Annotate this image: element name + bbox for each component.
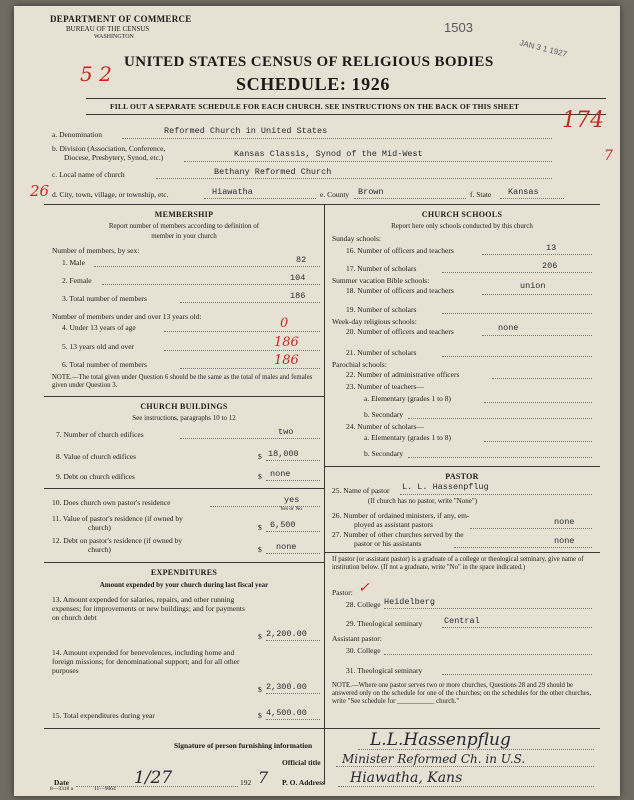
year-suffix: 7 — [258, 768, 269, 787]
total-members-value: 186 — [290, 291, 306, 301]
q30-label: 30. College — [346, 646, 381, 655]
q17-value: 206 — [542, 261, 558, 271]
signature-value: L.L.Hassenpflug — [370, 730, 511, 750]
q25-hint: (If church has no pastor, write "None") — [368, 497, 478, 505]
serial-number: 1503 — [444, 20, 473, 35]
graduate-note: If pastor (or assistant pastor) is a graduate of a college or theological seminary, give name of institution below. (If not a graduate, write "No" in the space indicated.) — [332, 556, 584, 571]
summer-schools-label: Summer vacation Bible schools: — [332, 276, 430, 285]
q15-dollar: $ — [258, 711, 262, 720]
q15-label: 15. Total expenditures during year — [52, 711, 155, 720]
membership-heading: MEMBERSHIP — [154, 210, 214, 219]
q11-label-2: church) — [88, 523, 111, 532]
pastor-label: Pastor: — [332, 588, 353, 597]
q13-value: 2,200.00 — [266, 629, 307, 639]
schools-subheading: Report here only schools conducted by this church — [391, 222, 533, 230]
official-title-label: Official title — [282, 758, 321, 767]
q8-dollar: $ — [258, 452, 262, 461]
q25-label: 25. Name of pastor — [332, 486, 390, 495]
q14-dollar: $ — [258, 685, 262, 694]
members-by-sex-label: Number of members, by sex: — [52, 246, 140, 255]
state-label: f. State — [470, 190, 492, 199]
membership-note: NOTE.—The total given under Question 6 should be the same as the total of males and females given under Question 3. — [52, 374, 313, 389]
q24a-label: a. Elementary (grades 1 to 8) — [364, 433, 452, 442]
margin-code: 174 — [562, 108, 604, 133]
q26-label: 26. Number of ordained ministers, if any, em- — [332, 511, 470, 520]
local-name-label: c. Local name of church — [52, 170, 125, 179]
q16-label: 16. Number of officers and teachers — [346, 246, 454, 255]
q12-value: none — [276, 542, 297, 552]
q25-value: L. L. Hassenpflug — [402, 482, 489, 492]
city-value: Hiawatha — [212, 187, 253, 197]
q9-value: none — [270, 469, 291, 479]
q9-dollar: $ — [258, 472, 262, 481]
local-name-value: Bethany Reformed Church — [214, 167, 332, 177]
division-label: b. Division (Association, Conference, — [52, 144, 166, 153]
q16-value: 13 — [546, 243, 557, 253]
q12-label-2: church) — [88, 545, 111, 554]
q27-label-2: pastor or his assistants — [354, 539, 422, 548]
male-label: 1. Male — [62, 258, 85, 267]
q20-value: none — [498, 323, 519, 333]
q10-label: 10. Does church own pastor's residence — [52, 498, 171, 507]
q12-dollar: $ — [258, 545, 262, 554]
q23a-label: a. Elementary (grades 1 to 8) — [364, 394, 452, 403]
total-members-label: 3. Total number of members — [62, 294, 147, 303]
q27-value: none — [554, 536, 575, 546]
margin-code-2: 7 — [604, 148, 613, 164]
q24b-label: b. Secondary — [364, 449, 404, 458]
total-6-label: 6. Total number of members — [62, 360, 147, 369]
pastor-note: NOTE.—Where one pastor serves two or more churches, Questions 28 and 29 should be answered only on the schedule for one of the churches; on the schedules for the other churches, write "See schedule for ___________ church." — [332, 682, 592, 705]
total-6-value: 186 — [274, 353, 299, 368]
q31-label: 31. Theological seminary — [346, 666, 423, 675]
expenditures-heading: EXPENDITURES — [150, 568, 218, 577]
female-value: 104 — [290, 273, 306, 283]
year-prefix: 192 — [240, 778, 252, 787]
official-title-value: Minister Reformed Ch. in U.S. — [342, 752, 526, 766]
q24-label: 24. Number of scholars— — [346, 422, 424, 431]
signature-label: Signature of person furnishing information — [174, 741, 313, 750]
q7-value: two — [278, 427, 294, 437]
q10-hint: Yes or No — [280, 506, 303, 512]
q20-label: 20. Number of officers and teachers — [346, 327, 454, 336]
q11-label: 11. Value of pastor's residence (if owned by — [52, 514, 183, 523]
q10-value: yes — [284, 495, 300, 505]
q7-label: 7. Number of church edifices — [56, 430, 144, 439]
q11-value: 6,500 — [270, 520, 296, 530]
q15-value: 4,500.00 — [266, 708, 307, 718]
q27-label: 27. Number of other churches served by the — [332, 530, 464, 539]
date-value: 1/27 — [134, 768, 173, 788]
q21-label: 21. Number of scholars — [346, 348, 417, 357]
over-13-value: 186 — [274, 335, 299, 350]
schedule-title: SCHEDULE: 1926 — [236, 74, 390, 94]
assistant-pastor-label: Assistant pastor: — [332, 634, 382, 643]
form-title: UNITED STATES CENSUS OF RELIGIOUS BODIES — [124, 54, 494, 70]
margin-number: 26 — [30, 182, 50, 200]
q13-dollar: $ — [258, 632, 262, 641]
county-label: e. County — [320, 190, 350, 199]
q9-label: 9. Debt on church edifices — [56, 472, 135, 481]
q12-label: 12. Debt on pastor's residence (if owned by — [52, 536, 183, 545]
division-value: Kansas Classis, Synod of the Mid-West — [234, 149, 423, 159]
q17-label: 17. Number of scholars — [346, 264, 417, 273]
q11-dollar: $ — [258, 523, 262, 532]
q8-label: 8. Value of church edifices — [56, 452, 137, 461]
county-value: Brown — [358, 187, 384, 197]
q29-label: 29. Theological seminary — [346, 619, 423, 628]
q22-label: 22. Number of administrative officers — [346, 370, 460, 379]
po-address-value: Hiawatha, Kans — [350, 770, 463, 786]
q29-value: Central — [444, 616, 480, 626]
date-label: Date — [54, 778, 69, 787]
red-mark: 5 2 — [80, 62, 112, 86]
q23b-label: b. Secondary — [364, 410, 404, 419]
print-number: 11—9064 — [94, 786, 116, 792]
q18-value: union — [520, 281, 546, 291]
membership-subheading-2: member in your church — [151, 232, 217, 240]
department-name: DEPARTMENT OF COMMERCE — [50, 14, 192, 24]
under-13-label: 4. Under 13 years of age — [62, 323, 136, 332]
parochial-schools-label: Parochial schools: — [332, 360, 387, 369]
membership-subheading: Report number of members according to definition of — [108, 222, 260, 230]
q14-value: 2,300.00 — [266, 682, 307, 692]
q26-value: none — [554, 517, 575, 527]
sunday-schools-label: Sunday schools: — [332, 234, 381, 243]
census-schedule-sheet: DEPARTMENT OF COMMERCE BUREAU OF THE CENSUS WASHINGTON 1503 JAN 3 1 1927 5 2 UNITED STATES CENSUS OF RELIGIOUS BODIES SCHEDULE: 1926 FILL OUT A SEPARATE SCHEDULE FOR EACH CHURCH. SEE INSTRUCTIONS ON THE BACK OF THIS SHEET 174 7 a. Denomination Reformed Church in United States b. Division (Association, Conference, Diocese, Presbytery, Synod, etc.) Kansas Classis, Synod of the Mid-West c. Local name of church Bethany Reformed Church 26 d. City, town, village, or township, etc. Hiawatha e. County Brown f. State Kansas MEMBERSHIP Report number of members according to definition of member in your church Number of members, by sex: 1. Male 82 2. Female 104 3. Total number of members 186 Number of members under and over 13 years old: 4. Under 13 years of age 0 5. 13 years old and over 186 6. Total number of members 186 NOTE.—The total given under Question 6 should be the same as the total of males and females given under Question 3. CHURCH BUILDINGS See instructions, paragraphs 10 to 12 7. Number of church edifices two 8. Value of church edifices $ 18,000 9. Debt on church edifices $ none 10. Does church own pastor's residence yes Yes or No 11. Value of pastor's residence (if owned by church) $ 6,500 12. Debt on pastor's residence (if owned by church) $ none EXPENDITURES Amount expended by your church during last fiscal year 13. Amount expended for salaries, repairs, and other running expenses; for improvements or new buildings; and for payments on church debt $ 2,200.00 14. Amount expended for benevolences, including home and foreign missions; for denominational support; and for all other purposes $ 2,300.00 15. Total expenditures during year $ 4,500.00 CHURCH SCHOOLS Report here only schools conducted by this church Sunday schools: 16. Number of officers and teachers 13 17. Number of scholars 206 Summer vacation Bible schools: 18. Number of officers and teachers union 19. Number of scholars Week-day religious schools: 20. Number of officers and teachers none 21. Number of scholars Parochial schools: 22. Number of administrative officers 23. Number of teachers— a. Elementary (grades 1 to 8) b. Secondary 24. Number of scholars— a. Elementary (grades 1 to 8) b. Secondary PASTOR 25. Name of pastor L. L. Hassenpflug (If church has no pastor, write "None") 26. Number of ordained ministers, if any, em- ployed as assistant pastors none 27. Number of other churches served by the pastor or his assistants none If pastor (or assistant pastor) is a graduate of a college or theological seminary, give name of institution below. (If not a graduate, write "No" in the space indicated.) Pastor: ✓ 28. College Heidelberg 29. Theological seminary Central Assistant pastor: 30. College 31. Theological seminary NOTE.—Where one pastor serves two or more churches, Questions 28 and 29 should be answered only on the schedule for one of the churches; on the schedules for the other churches, write "See schedule for ___________ church." Signature of person furnishing information L.L.Hassenpflug Official title Minister Reformed Ch. in U.S. Date 1/27 192 7 P. O. Address Hiawatha, Kans 8—3318 a 11—9064 — [14, 6, 620, 796]
expenditures-subheading: Amount expended by your church during last fiscal year — [99, 581, 269, 589]
weekday-schools-label: Week-day religious schools: — [332, 317, 417, 326]
form-number: 8—3318 a — [50, 786, 74, 792]
denomination-value: Reformed Church in United States — [164, 126, 328, 136]
state-value: Kansas — [508, 187, 539, 197]
q26-label-2: ployed as assistant pastors — [354, 520, 433, 529]
male-value: 82 — [296, 255, 307, 265]
q28-label: 28. College — [346, 600, 381, 609]
pastor-heading: PASTOR — [445, 472, 479, 481]
buildings-heading: CHURCH BUILDINGS — [140, 402, 228, 411]
q18-label: 18. Number of officers and teachers — [346, 286, 454, 295]
q28-value: Heidelberg — [384, 597, 436, 607]
division-label-2: Diocese, Presbytery, Synod, etc.) — [64, 153, 164, 162]
female-label: 2. Female — [62, 276, 92, 285]
schools-heading: CHURCH SCHOOLS — [421, 210, 503, 219]
received-date-stamp: JAN 3 1 1927 — [518, 38, 568, 59]
q13-label: 13. Amount expended for salaries, repairs, and other running expenses; for improvements or new buildings; and for payments on church debt — [52, 595, 245, 622]
q8-value: 18,000 — [268, 449, 299, 459]
instruction-line: FILL OUT A SEPARATE SCHEDULE FOR EACH CHURCH. SEE INSTRUCTIONS ON THE BACK OF THIS SHEET — [110, 102, 520, 111]
buildings-subheading: See instructions, paragraphs 10 to 12 — [132, 414, 236, 422]
q14-label: 14. Amount expended for benevolences, including home and foreign missions; for denominational support; and for all other purposes — [52, 648, 240, 675]
q23-label: 23. Number of teachers— — [346, 382, 424, 391]
po-address-label: P. O. Address — [282, 778, 325, 787]
bureau-name: BUREAU OF THE CENSUS — [66, 25, 150, 33]
under-13-value: 0 — [280, 316, 289, 331]
q19-label: 19. Number of scholars — [346, 305, 417, 314]
over-13-label: 5. 13 years old and over — [62, 342, 135, 351]
bureau-city: WASHINGTON — [94, 34, 134, 40]
city-label: d. City, town, village, or township, etc. — [52, 190, 169, 199]
age-intro-label: Number of members under and over 13 years old: — [52, 312, 202, 321]
denomination-label: a. Denomination — [52, 130, 102, 139]
